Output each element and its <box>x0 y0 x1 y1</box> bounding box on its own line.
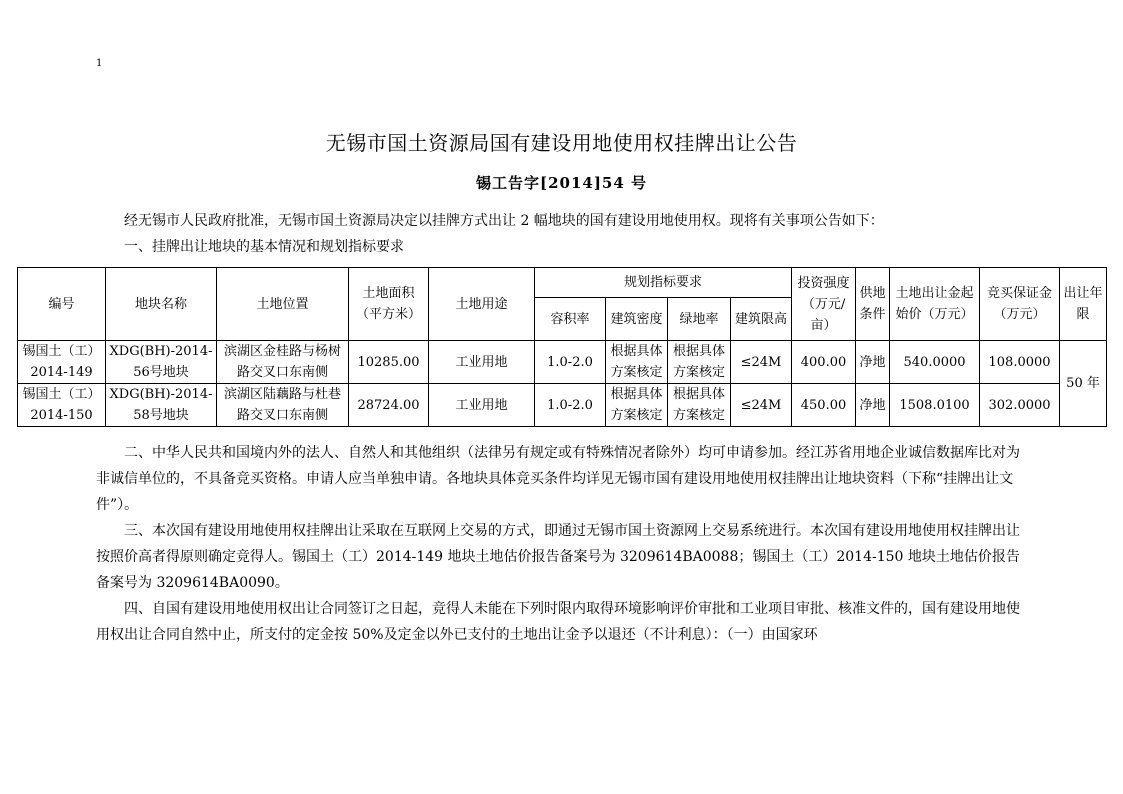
header-deposit: 竞买保证金（万元） <box>980 268 1060 341</box>
cell-green: 根据具体方案核定 <box>668 341 731 384</box>
header-location: 土地位置 <box>217 268 349 341</box>
cell-height: ≤24M <box>731 341 792 384</box>
header-height: 建筑限高 <box>731 298 792 341</box>
table-row <box>18 384 1107 427</box>
table-row <box>18 341 1107 384</box>
header-invest: 投资强度（万元/亩） <box>792 268 856 341</box>
cell-id: 锡国土（工）2014-150 <box>18 384 106 427</box>
cell-location: 滨湖区金桂路与杨树路交叉口东南侧 <box>217 341 349 384</box>
cell-far: 1.0-2.0 <box>535 384 606 427</box>
header-use: 土地用途 <box>429 268 535 341</box>
intro-paragraph: 经无锡市人民政府批准，无锡市国土资源局决定以挂牌方式出让 2 幅地块的国有建设用地使用权。现将有关事项公告如下： <box>124 213 884 229</box>
cell-id: 锡国土（工）2014-149 <box>18 341 106 384</box>
cell-invest: 400.00 <box>792 341 856 384</box>
document-title: 无锡市国土资源局国有建设用地使用权挂牌出让公告 <box>325 131 798 155</box>
cell-supply: 净地 <box>856 384 890 427</box>
page-number: 1 <box>96 58 103 69</box>
header-supply: 供地条件 <box>856 268 890 341</box>
cell-density: 根据具体方案核定 <box>606 341 668 384</box>
header-density: 建筑密度 <box>606 298 668 341</box>
cell-location: 滨湖区陆藕路与杜巷路交叉口东南侧 <box>217 384 349 427</box>
section-2-paragraph: 二、中华人民共和国境内外的法人、自然人和其他组织（法律另有规定或有特殊情况者除外）均可申请参加。经江苏省用地企业诚信数据库比对为非诚信单位的，不具备竞买资格。申请人应当单独申请。各地块具体竞买条件均详见无锡市国有建设用地使用权挂牌出让地块资料（下称“挂牌出让文件”）。 <box>96 445 1020 513</box>
cell-area: 10285.00 <box>349 341 429 384</box>
header-price: 土地出让金起始价（万元） <box>890 268 980 341</box>
cell-term: 50 年 <box>1060 341 1107 427</box>
cell-use: 工业用地 <box>429 341 535 384</box>
header-area: 土地面积（平方米） <box>349 268 429 341</box>
header-green: 绿地率 <box>668 298 731 341</box>
section-1-heading: 一、挂牌出让地块的基本情况和规划指标要求 <box>124 239 404 255</box>
cell-height: ≤24M <box>731 384 792 427</box>
cell-deposit: 108.0000 <box>980 341 1060 384</box>
land-parcel-table <box>17 267 1107 427</box>
cell-deposit: 302.0000 <box>980 384 1060 427</box>
cell-density: 根据具体方案核定 <box>606 384 668 427</box>
header-far: 容积率 <box>535 298 606 341</box>
section-4-paragraph: 四、自国有建设用地使用权出让合同签订之日起，竞得人未能在下列时限内取得环境影响评价审批和工业项目审批、核准文件的，国有建设用地使用权出让合同自然中止，所支付的定金按 50%及定金以外已支付的土地出让金予以退还（不计利息）：（一）由国家环 <box>96 601 1020 643</box>
cell-use: 工业用地 <box>429 384 535 427</box>
cell-green: 根据具体方案核定 <box>668 384 731 427</box>
section-3-paragraph: 三、本次国有建设用地使用权挂牌出让采取在互联网上交易的方式，即通过无锡市国土资源网上交易系统进行。本次国有建设用地使用权挂牌出让按照价高者得原则确定竞得人。锡国土（工）2014-149 地块土地估价报告备案号为 3209614BA0088；锡国土（工）2014-150 地块土地估价报告备案号为 3209614BA0090。 <box>96 523 1020 591</box>
cell-price: 1508.0100 <box>890 384 980 427</box>
cell-far: 1.0-2.0 <box>535 341 606 384</box>
header-name: 地块名称 <box>106 268 217 341</box>
header-term: 出让年限 <box>1060 268 1107 341</box>
cell-name: XDG(BH)-2014-56号地块 <box>106 341 217 384</box>
cell-area: 28724.00 <box>349 384 429 427</box>
cell-invest: 450.00 <box>792 384 856 427</box>
header-planning: 规划指标要求 <box>535 268 792 298</box>
cell-supply: 净地 <box>856 341 890 384</box>
cell-price: 540.0000 <box>890 341 980 384</box>
header-id: 编号 <box>18 268 106 341</box>
document-number: 锡工告字[2014]54 号 <box>475 174 648 192</box>
cell-name: XDG(BH)-2014-58号地块 <box>106 384 217 427</box>
